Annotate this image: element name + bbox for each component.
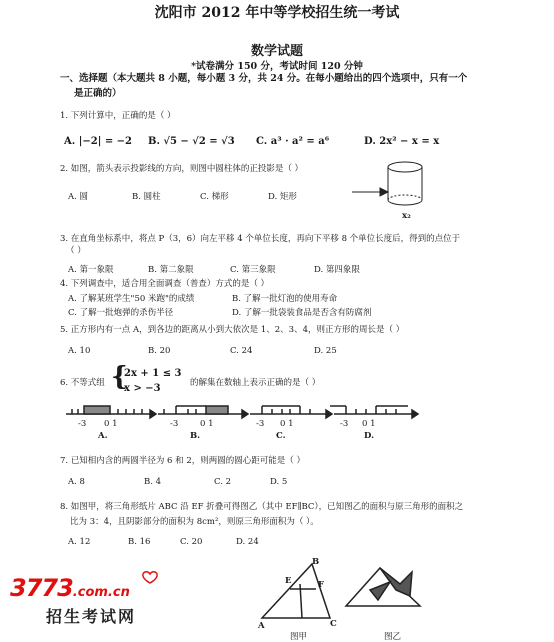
q7-option-a: A. 8 <box>68 477 85 487</box>
q8-point-c: C <box>330 619 337 629</box>
q5-option-d: D. 25 <box>314 346 337 356</box>
q2-option-d: D. 矩形 <box>268 192 297 202</box>
q6-number-line-a <box>66 406 156 418</box>
q8-option-b: B. 16 <box>128 537 151 547</box>
q7-option-c: C. 2 <box>214 477 232 487</box>
question-5-stem: 5. 正方形内有一点 A，到各边的距离从小到大依次是 1、2、3、4，则正方形的周长是（ ） <box>60 325 405 335</box>
q1-option-a: A. |−2| = −2 <box>64 136 133 147</box>
q6-brace: { <box>111 362 128 392</box>
q3-option-a: A. 第一象限 <box>68 265 114 275</box>
question-1-stem: 1. 下列计算中，正确的是（ ） <box>60 111 176 121</box>
q2-option-a: A. 圆 <box>68 192 89 202</box>
q6-c-tick-01: 0 1 <box>280 419 294 429</box>
q6-a-tick-01: 0 1 <box>104 419 118 429</box>
watermark-logo <box>10 574 130 602</box>
q7-option-d: D. 5 <box>270 477 288 487</box>
q6-b-tick-01: 0 1 <box>200 419 214 429</box>
logo-domain: .com.cn <box>72 585 130 600</box>
q6-label-a: A. <box>98 431 108 441</box>
q3-option-c: C. 第三象限 <box>230 265 276 275</box>
q6-b-tick-minus3: -3 <box>170 419 179 429</box>
q6-label-c: C. <box>276 431 286 441</box>
q5-option-b: B. 20 <box>148 346 171 356</box>
q6-a-tick-minus3: -3 <box>78 419 87 429</box>
q6-suffix: 的解集在数轴上表示正确的是（ ） <box>190 378 321 388</box>
q2-option-c: C. 梯形 <box>200 192 229 202</box>
q5-option-c: C. 24 <box>230 346 253 356</box>
q8-figure-a-triangle <box>262 564 330 618</box>
q2-cylinder-figure <box>352 162 422 205</box>
q6-inequality-1: 2x + 1 ≤ 3 <box>124 368 182 379</box>
q2-figure-label: x₂ <box>402 211 411 221</box>
q1-option-b: B. √5 − √2 = √3 <box>148 136 235 147</box>
q4-option-a: A. 了解某班学生"50 米跑"的成绩 <box>68 294 195 304</box>
q8-stem-line-1: 8. 如图甲，将三角形纸片 ABC 沿 EF 折叠可得图乙（其中 EF∥BC），已知图乙的面积与原三角形的面积之 <box>60 502 464 512</box>
q6-number-line-d <box>330 406 418 418</box>
q8-option-d: D. 24 <box>236 537 259 547</box>
question-7-stem: 7. 已知相内含的两圆半径为 6 和 2，则两圆的圆心距可能是（ ） <box>60 456 305 466</box>
q6-number-line-c <box>250 406 332 418</box>
q6-prefix: 6. 不等式组 <box>60 378 105 388</box>
q6-label-d: D. <box>364 431 375 441</box>
q8-point-e: E <box>285 576 292 586</box>
q1-option-c: C. a³ · a² = a⁶ <box>256 136 330 147</box>
q4-option-c: C. 了解一批炮弹的杀伤半径 <box>68 308 174 318</box>
q1-option-d: D. 2x² − x = x <box>364 136 440 147</box>
q6-inequality-2: x > −3 <box>124 383 161 394</box>
q7-option-b: B. 4 <box>144 477 162 487</box>
q8-option-c: C. 20 <box>180 537 203 547</box>
section-line-1: 一、选择题（本大题共 8 小题，每小题 3 分，共 24 分。在每小题给出的四个选项中，只有一个 <box>60 73 468 84</box>
q6-d-tick-minus3: -3 <box>340 419 349 429</box>
q8-point-f: F <box>318 580 325 590</box>
q8-point-b: B <box>312 557 320 567</box>
q3-option-d: D. 第四象限 <box>314 265 360 275</box>
q8-figure-a-caption: 图甲 <box>290 632 308 642</box>
q3-stem-line-1: 3. 在直角坐标系中，将点 P（3，6）向左平移 4 个单位长度，再向下平移 8 个单位长度后，得到的点位于 <box>60 234 461 244</box>
question-4-stem: 4. 下列调查中，适合用全面调查（普查）方式的是（ ） <box>60 279 270 289</box>
watermark-slogan: 招生考试网 <box>46 607 137 626</box>
q3-stem-line-2: （ ） <box>66 246 86 256</box>
q8-figure-b-caption: 图乙 <box>384 632 402 642</box>
q4-option-d: D. 了解一批袋装食品是否含有防腐剂 <box>232 308 372 318</box>
subject-title: 数学试题 <box>250 44 303 59</box>
q8-stem-line-2: 比为 3：4，且阴影部分的面积为 8cm²，则原三角形面积为（ ）。 <box>70 517 319 527</box>
section-line-2: 是正确的） <box>74 88 122 99</box>
logo-number: 3773 <box>10 574 73 602</box>
exam-title: 沈阳市 2012 年中等学校招生统一考试 <box>154 5 400 21</box>
q3-option-b: B. 第二象限 <box>148 265 194 275</box>
q4-option-b: B. 了解一批灯泡的使用寿命 <box>232 294 338 304</box>
exam-note: *试卷满分 150 分，考试时间 120 分钟 <box>191 61 363 72</box>
q8-point-a: A <box>258 621 265 631</box>
q2-option-b: B. 圆柱 <box>132 192 161 202</box>
q6-d-tick-01: 0 1 <box>362 419 376 429</box>
q6-label-b: B. <box>190 431 201 441</box>
q8-figure-b-folded <box>346 568 420 606</box>
q6-number-line-b <box>158 406 248 418</box>
q5-option-a: A. 10 <box>68 346 91 356</box>
q8-option-a: A. 12 <box>68 537 91 547</box>
question-2-stem: 2. 如图，箭头表示投影线的方向，则图中圆柱体的正投影是（ ） <box>60 164 304 174</box>
q6-c-tick-minus3: -3 <box>256 419 265 429</box>
